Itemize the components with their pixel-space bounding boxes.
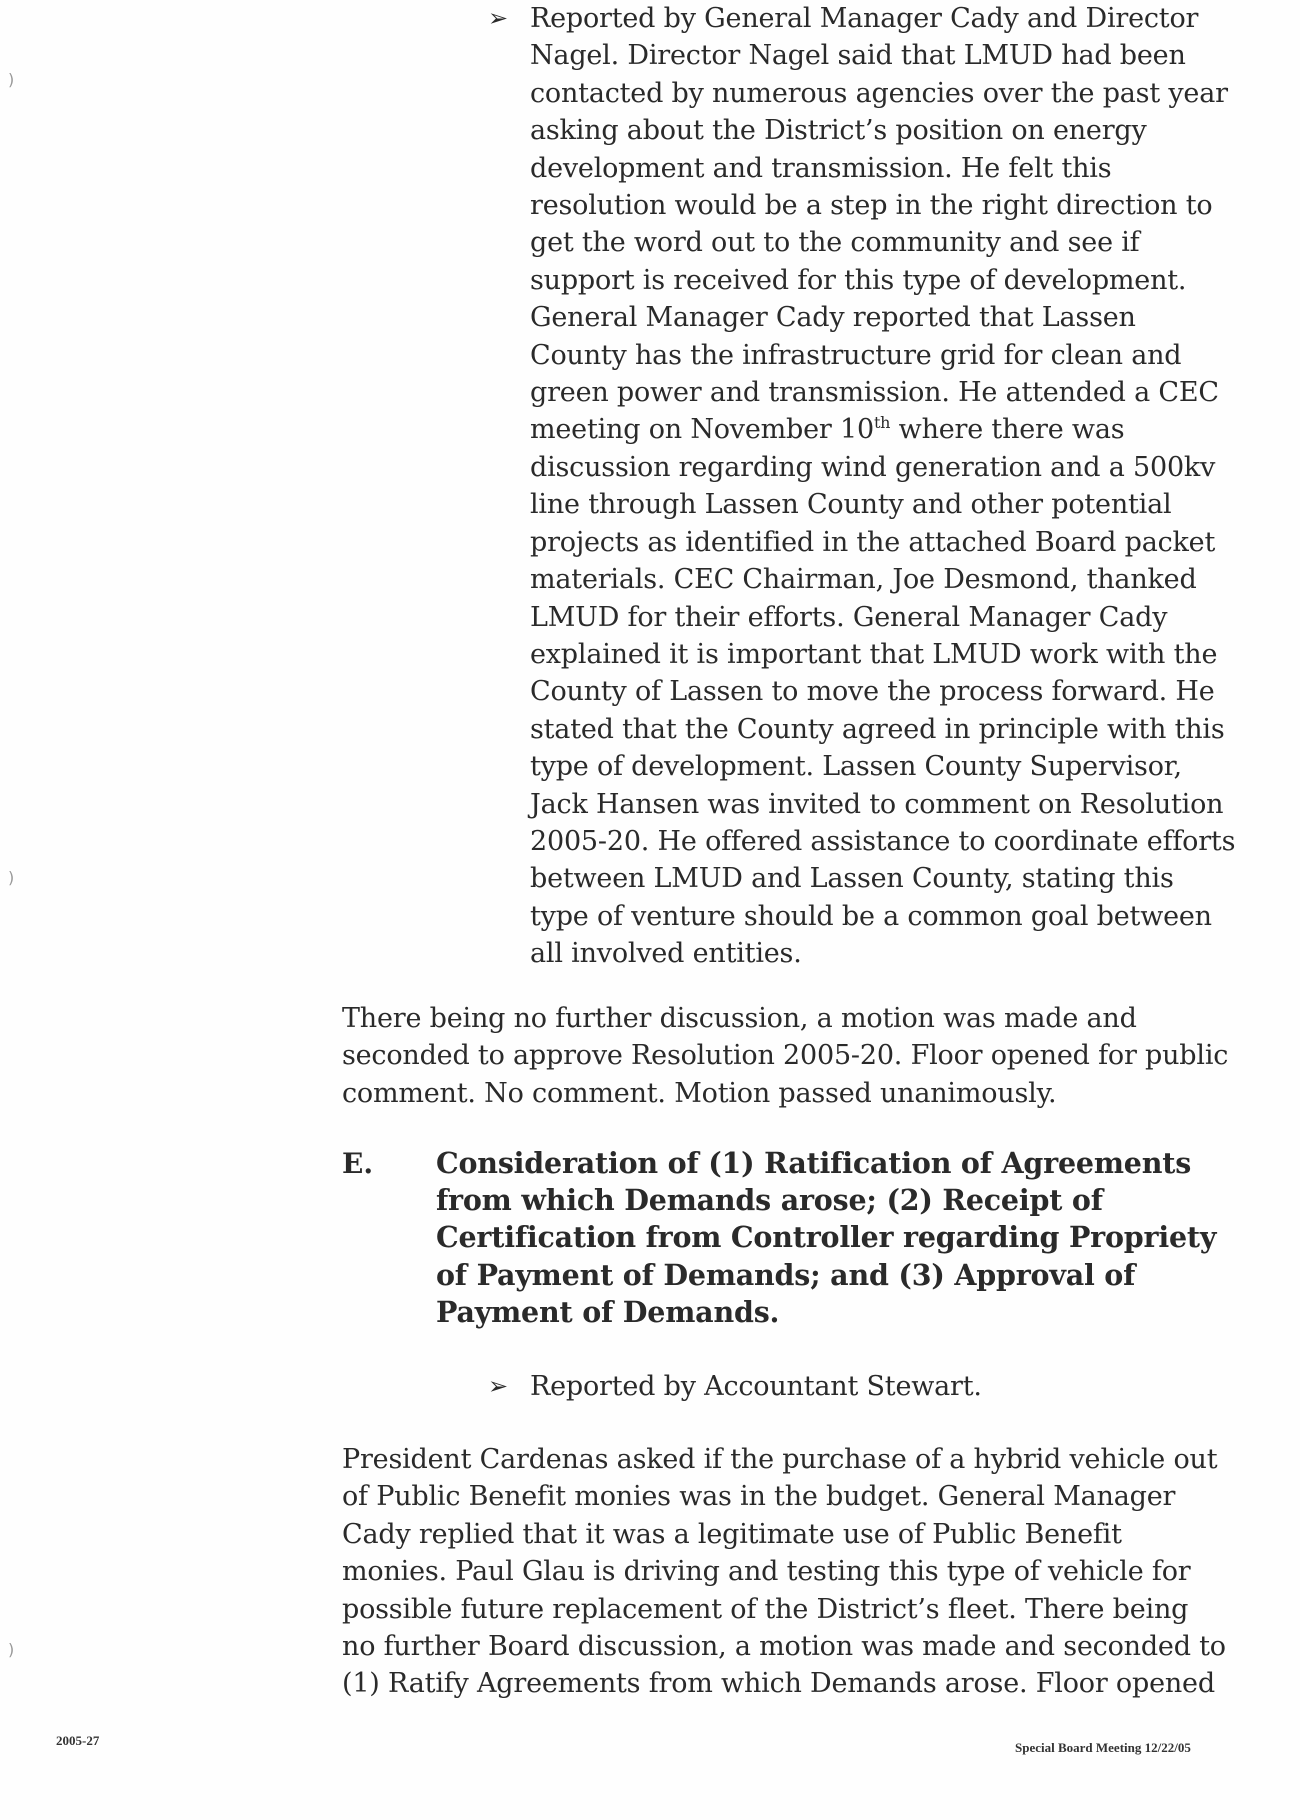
bullet-1-line: support is received for this type of development. [530, 264, 1187, 296]
bullet-1-line: green power and transmission. He attended a CEC [530, 377, 1219, 409]
paragraph-2-line: (1) Ratify Agreements from which Demands arose. Floor opened [342, 1668, 1215, 1700]
bullet-1-line: 2005-20. He offered assistance to coordinate efforts [530, 825, 1236, 857]
section-letter: E. [342, 1147, 374, 1180]
bullet-1-line: get the word out to the community and see if [530, 227, 1140, 259]
paragraph-2-line: no further Board discussion, a motion was made and seconded to [342, 1631, 1226, 1663]
meeting-footer: Special Board Meeting 12/22/05 [1015, 1740, 1191, 1755]
bullet-1-line: Reported by General Manager Cady and Director [530, 3, 1199, 34]
bullet-1-line: Jack Hansen was invited to comment on Resolution [530, 788, 1224, 820]
bullet-1-line: meeting on November 10th where there was [530, 413, 1125, 446]
bullet-reported-stewart: Reported by Accountant Stewart. [530, 1371, 982, 1402]
bullet-arrow-icon: ➢ [488, 4, 509, 32]
bullet-1-line: line through Lassen County and other potential [530, 489, 1172, 521]
bullet-1-line: type of development. Lassen County Supervisor, [530, 751, 1182, 783]
section-e-heading [436, 1145, 1296, 1331]
bullet-1-line: LMUD for their efforts. General Manager Cady [530, 601, 1168, 633]
bullet-1-line: County has the infrastructure grid for clean and [530, 339, 1182, 371]
section-e-heading-line: of Payment of Demands; and (3) Approval of [436, 1257, 1136, 1292]
bullet-arrow-icon: ➢ [488, 1372, 509, 1400]
bullet-1-line: General Manager Cady reported that Lassen [530, 302, 1136, 334]
bullet-1-line: asking about the District’s position on energy [530, 115, 1147, 147]
scan-margin-mark: ) [8, 1640, 15, 1659]
bullet-1-line: type of venture should be a common goal between [530, 900, 1212, 932]
bullet-reported-cady-nagel [530, 0, 1290, 973]
bullet-1-line: projects as identified in the attached Board packet [530, 526, 1216, 558]
motion-resolution-paragraph [342, 1000, 1292, 1112]
paragraph-2-line: of Public Benefit monies was in the budget. General Manager [342, 1481, 1176, 1513]
bullet-1-line: between LMUD and Lassen County, stating this [530, 863, 1174, 895]
bullet-1-line: stated that the County agreed in principle with this [530, 713, 1225, 745]
paragraph-1-line: comment. No comment. Motion passed unanimously. [342, 1077, 1057, 1109]
section-e-heading-line: Payment of Demands. [436, 1294, 780, 1329]
bullet-1-line: development and transmission. He felt this [530, 152, 1112, 184]
bullet-1-line: Nagel. Director Nagel said that LMUD had been [530, 40, 1186, 72]
paragraph-2-line: possible future replacement of the District’s fleet. There being [342, 1593, 1189, 1625]
bullet-1-line: discussion regarding wind generation and a 500kv [530, 451, 1216, 483]
bullet-1-line: explained it is important that LMUD work with the [530, 638, 1218, 670]
section-e-heading-line: Certification from Controller regarding Propriety [436, 1220, 1217, 1255]
paragraph-2-line: monies. Paul Glau is driving and testing this type of vehicle for [342, 1556, 1191, 1588]
paragraph-2-line: Cady replied that it was a legitimate use of Public Benefit [342, 1518, 1122, 1550]
bullet-1-line: County of Lassen to move the process forward. He [530, 676, 1215, 708]
section-e-heading-line: from which Demands arose; (2) Receipt of [436, 1183, 1103, 1218]
paragraph-2-line: President Cardenas asked if the purchase of a hybrid vehicle out [342, 1444, 1218, 1475]
section-e-heading-line: Consideration of (1) Ratification of Agreements [436, 1146, 1192, 1180]
scan-margin-mark: ) [8, 70, 15, 89]
bullet-1-line: contacted by numerous agencies over the past year [530, 77, 1228, 109]
paragraph-1-line: There being no further discussion, a motion was made and [342, 1003, 1137, 1034]
bullet-1-line: resolution would be a step in the right direction to [530, 190, 1213, 222]
paragraph-1-line: seconded to approve Resolution 2005-20. Floor opened for public [342, 1040, 1229, 1072]
bullet-1-line: all involved entities. [530, 938, 802, 970]
page-number: 2005-27 [56, 1733, 100, 1748]
hybrid-vehicle-paragraph [342, 1441, 1292, 1703]
scan-margin-mark: ) [8, 868, 15, 887]
bullet-1-line: materials. CEC Chairman, Joe Desmond, thanked [530, 564, 1197, 596]
